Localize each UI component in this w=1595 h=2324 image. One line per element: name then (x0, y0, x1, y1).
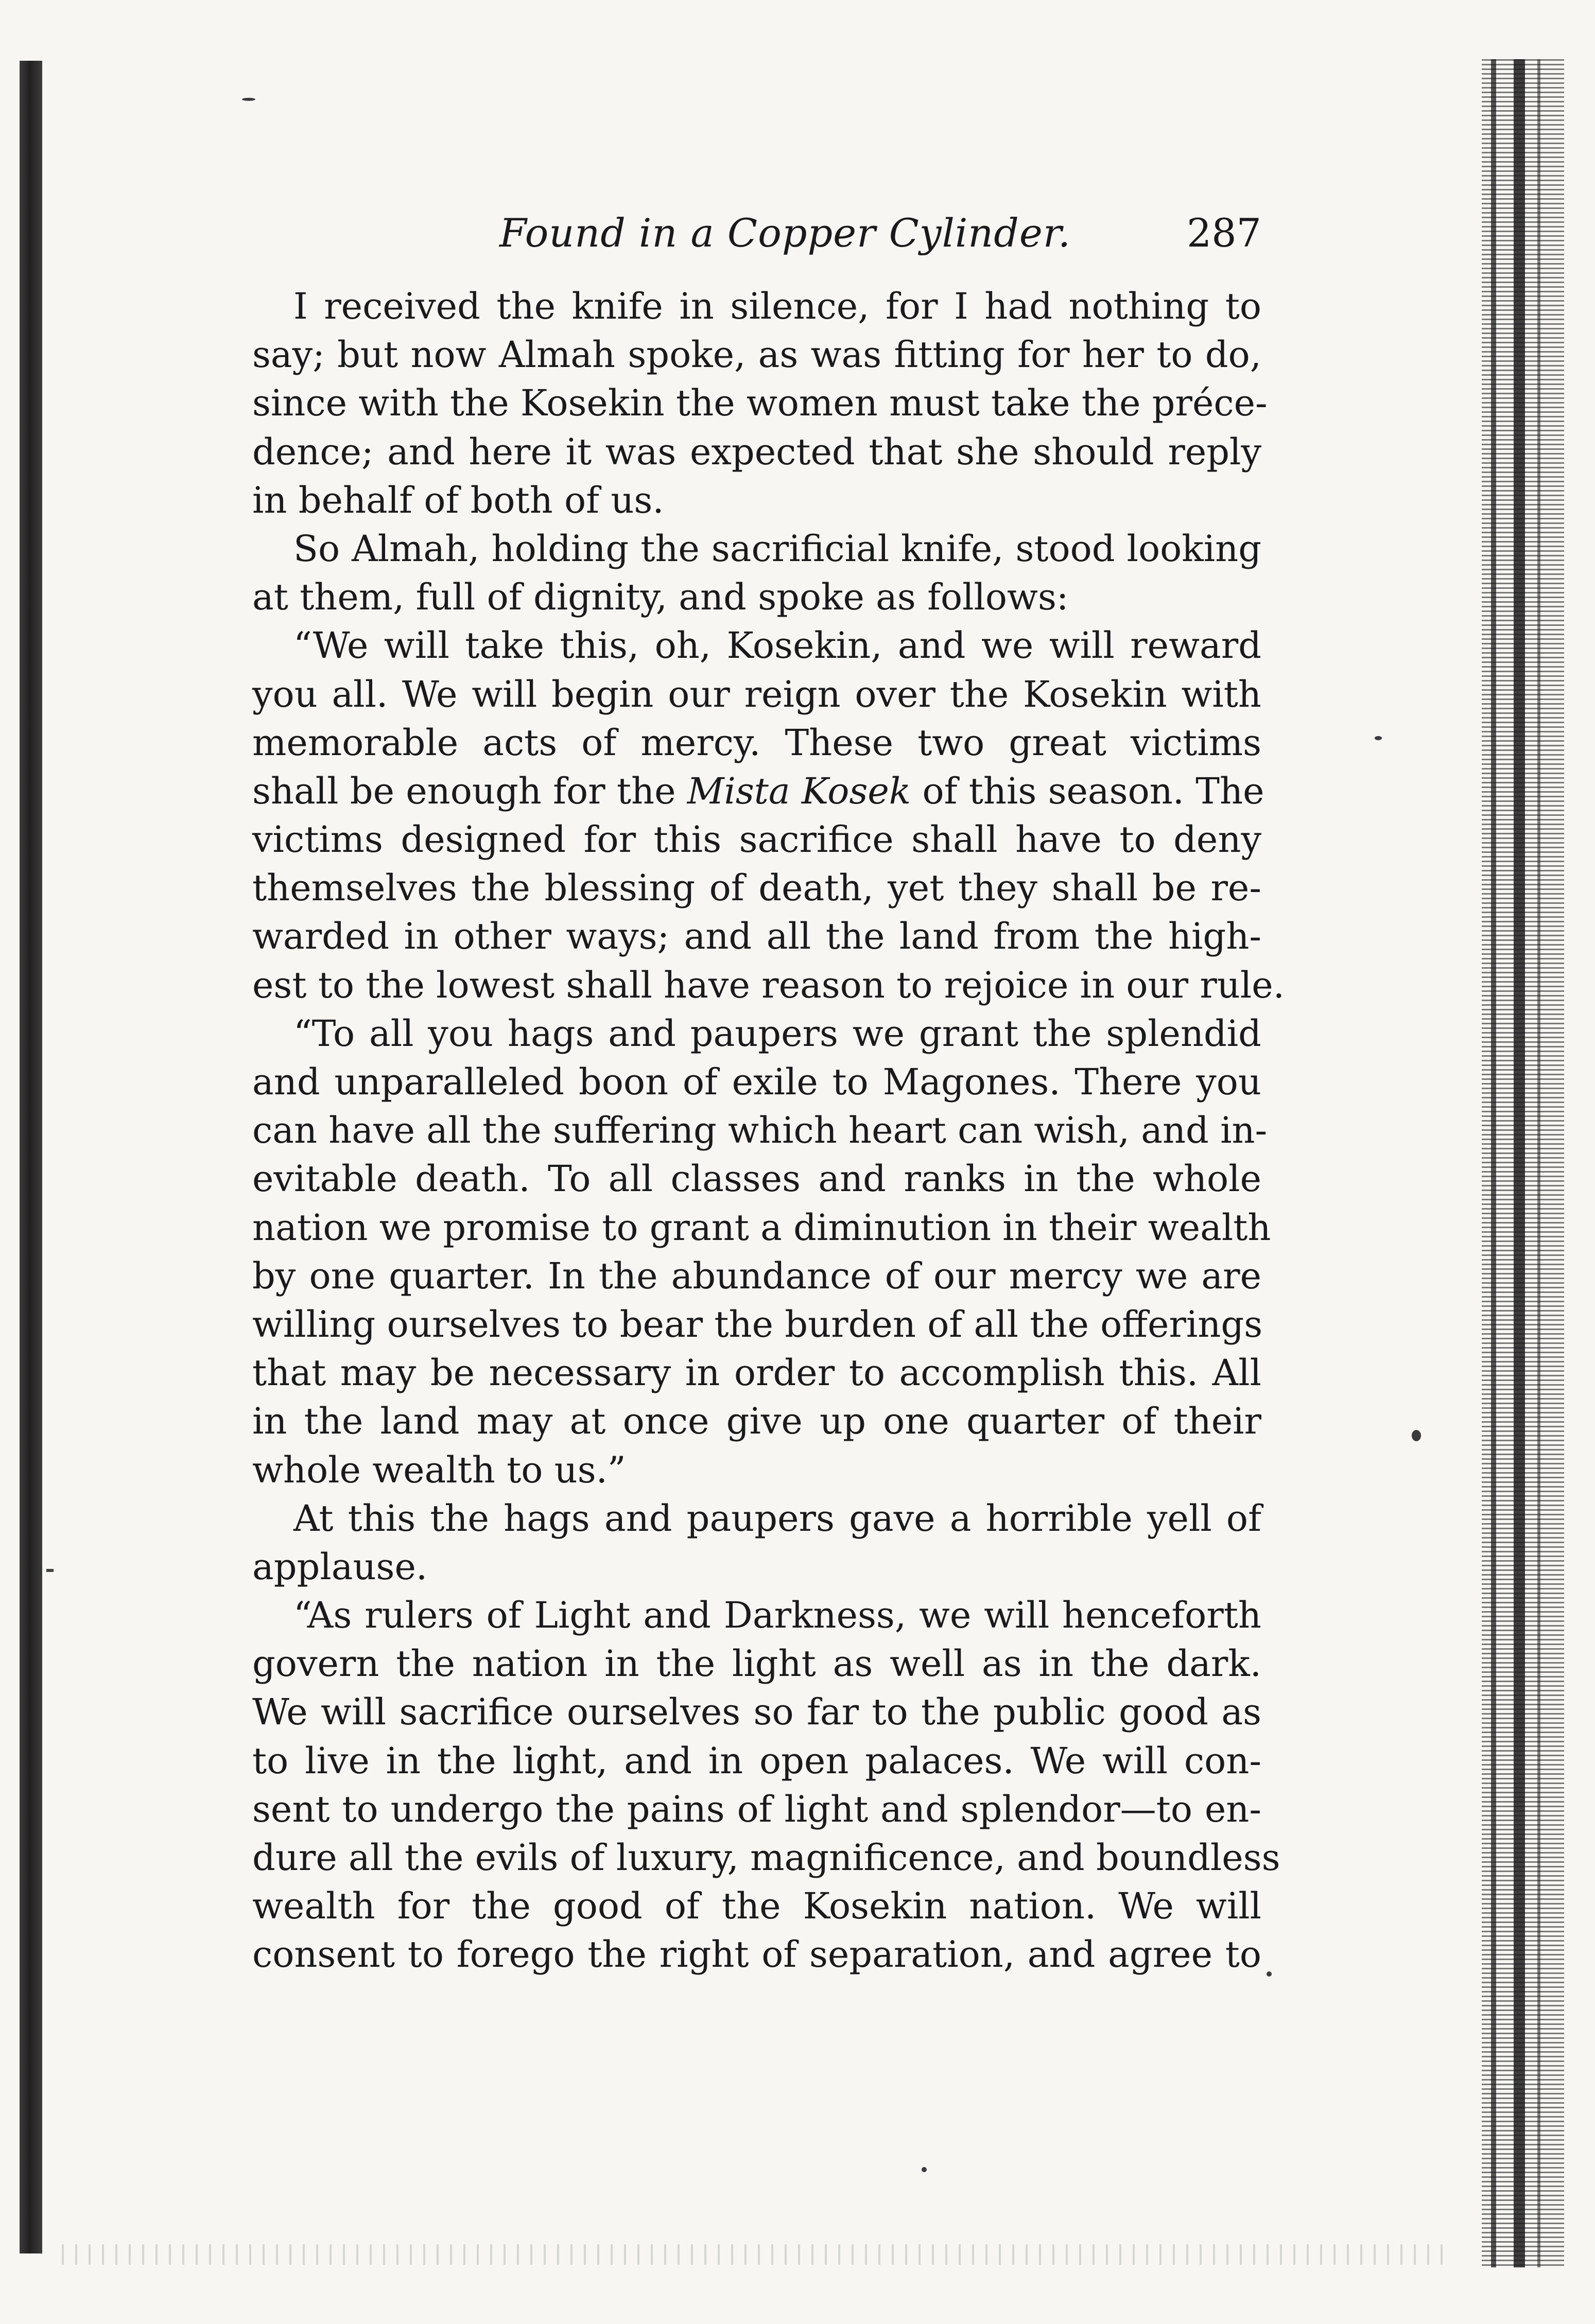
text-line: willing ourselves to bear the burden of all the offerings (252, 1303, 1263, 1346)
text-line: warded in other ways; and all the land from the high- (252, 915, 1261, 958)
scan-binding-edge-left (20, 61, 42, 2253)
text-line: nation we promise to grant a diminution in their wealth (252, 1206, 1271, 1249)
scan-speck (242, 98, 255, 101)
paragraph (252, 1494, 1261, 1591)
paragraph (252, 282, 1268, 525)
text-line: by one quarter. In the abundance of our mercy we are (252, 1254, 1261, 1297)
text-line: “To all you hags and paupers we grant the splendid (293, 1012, 1261, 1055)
text-line: in the land may at once give up one quarter of their (252, 1400, 1261, 1443)
text-line: dure all the evils of luxury, magnificence, and boundless (252, 1837, 1280, 1879)
text-line: say; but now Almah spoke, as was fitting for her to do, (252, 334, 1261, 376)
text-line: applause. (252, 1545, 428, 1588)
scan-bottom-noise (62, 2244, 1452, 2265)
text-line: evitable death. To all classes and ranks in the whole (252, 1158, 1261, 1200)
text-line: since with the Kosekin the women must take the préce- (252, 382, 1268, 425)
text-line: sent to undergo the pains of light and splendor—to en- (252, 1788, 1261, 1830)
scan-page-edge-right (1482, 59, 1564, 2267)
scan-speck (1267, 1971, 1272, 1977)
text-line: wealth for the good of the Kosekin nation. We will (252, 1885, 1261, 1928)
text-line: consent to forego the right of separation, and agree to (252, 1933, 1261, 1976)
paragraph (252, 621, 1285, 1009)
page-number: 287 (1186, 210, 1261, 256)
text-line: We will sacrifice ourselves so far to the public good as (252, 1691, 1261, 1734)
text-line: at them, full of dignity, and spoke as follows: (252, 576, 1069, 619)
text-line: you all. We will begin our reign over the Kosekin with (252, 673, 1261, 715)
text-line: dence; and here it was expected that she should reply (252, 430, 1261, 473)
text-line: can have all the suffering which heart can wish, and in- (252, 1109, 1268, 1152)
text-line: and unparalleled boon of exile to Magones. There you (252, 1061, 1261, 1103)
paragraph (252, 1009, 1271, 1494)
paragraph (252, 1591, 1280, 1979)
running-head (252, 205, 1261, 261)
text-line: I received the knife in silence, for I had nothing to (293, 285, 1261, 327)
scan-speck (1412, 1430, 1421, 1441)
text-line: “As rulers of Light and Darkness, we will henceforth (293, 1594, 1261, 1637)
paragraph (252, 525, 1261, 621)
running-title: Found in a Copper Cylinder. (499, 210, 1071, 256)
text-line: in behalf of both of us. (252, 479, 664, 521)
text-line: themselves the blessing of death, yet they shall be re- (252, 867, 1261, 910)
text-line: So Almah, holding the sacrificial knife, stood looking (293, 527, 1261, 570)
text-line: to live in the light, and in open palaces. We will con- (252, 1739, 1261, 1782)
scan-speck (922, 2167, 927, 2172)
scan-speck (1375, 736, 1382, 740)
text-line: that may be necessary in order to accomplish this. All (252, 1352, 1261, 1394)
body-text (252, 282, 1285, 1979)
text-line: whole wealth to us.” (252, 1448, 626, 1491)
text-line: At this the hags and paupers gave a horrible yell of (293, 1497, 1261, 1540)
text-line: victims designed for this sacrifice shall have to deny (252, 818, 1261, 861)
text-line: est to the lowest shall have reason to rejoice in our rule. (252, 964, 1285, 1006)
text-line: shall be enough for the Mista Kosek of this season. The (252, 770, 1264, 812)
text-line: memorable acts of mercy. These two great victims (252, 721, 1261, 764)
text-line: govern the nation in the light as well as in the dark. (252, 1642, 1261, 1685)
text-line: “We will take this, oh, Kosekin, and we will reward (293, 624, 1261, 667)
